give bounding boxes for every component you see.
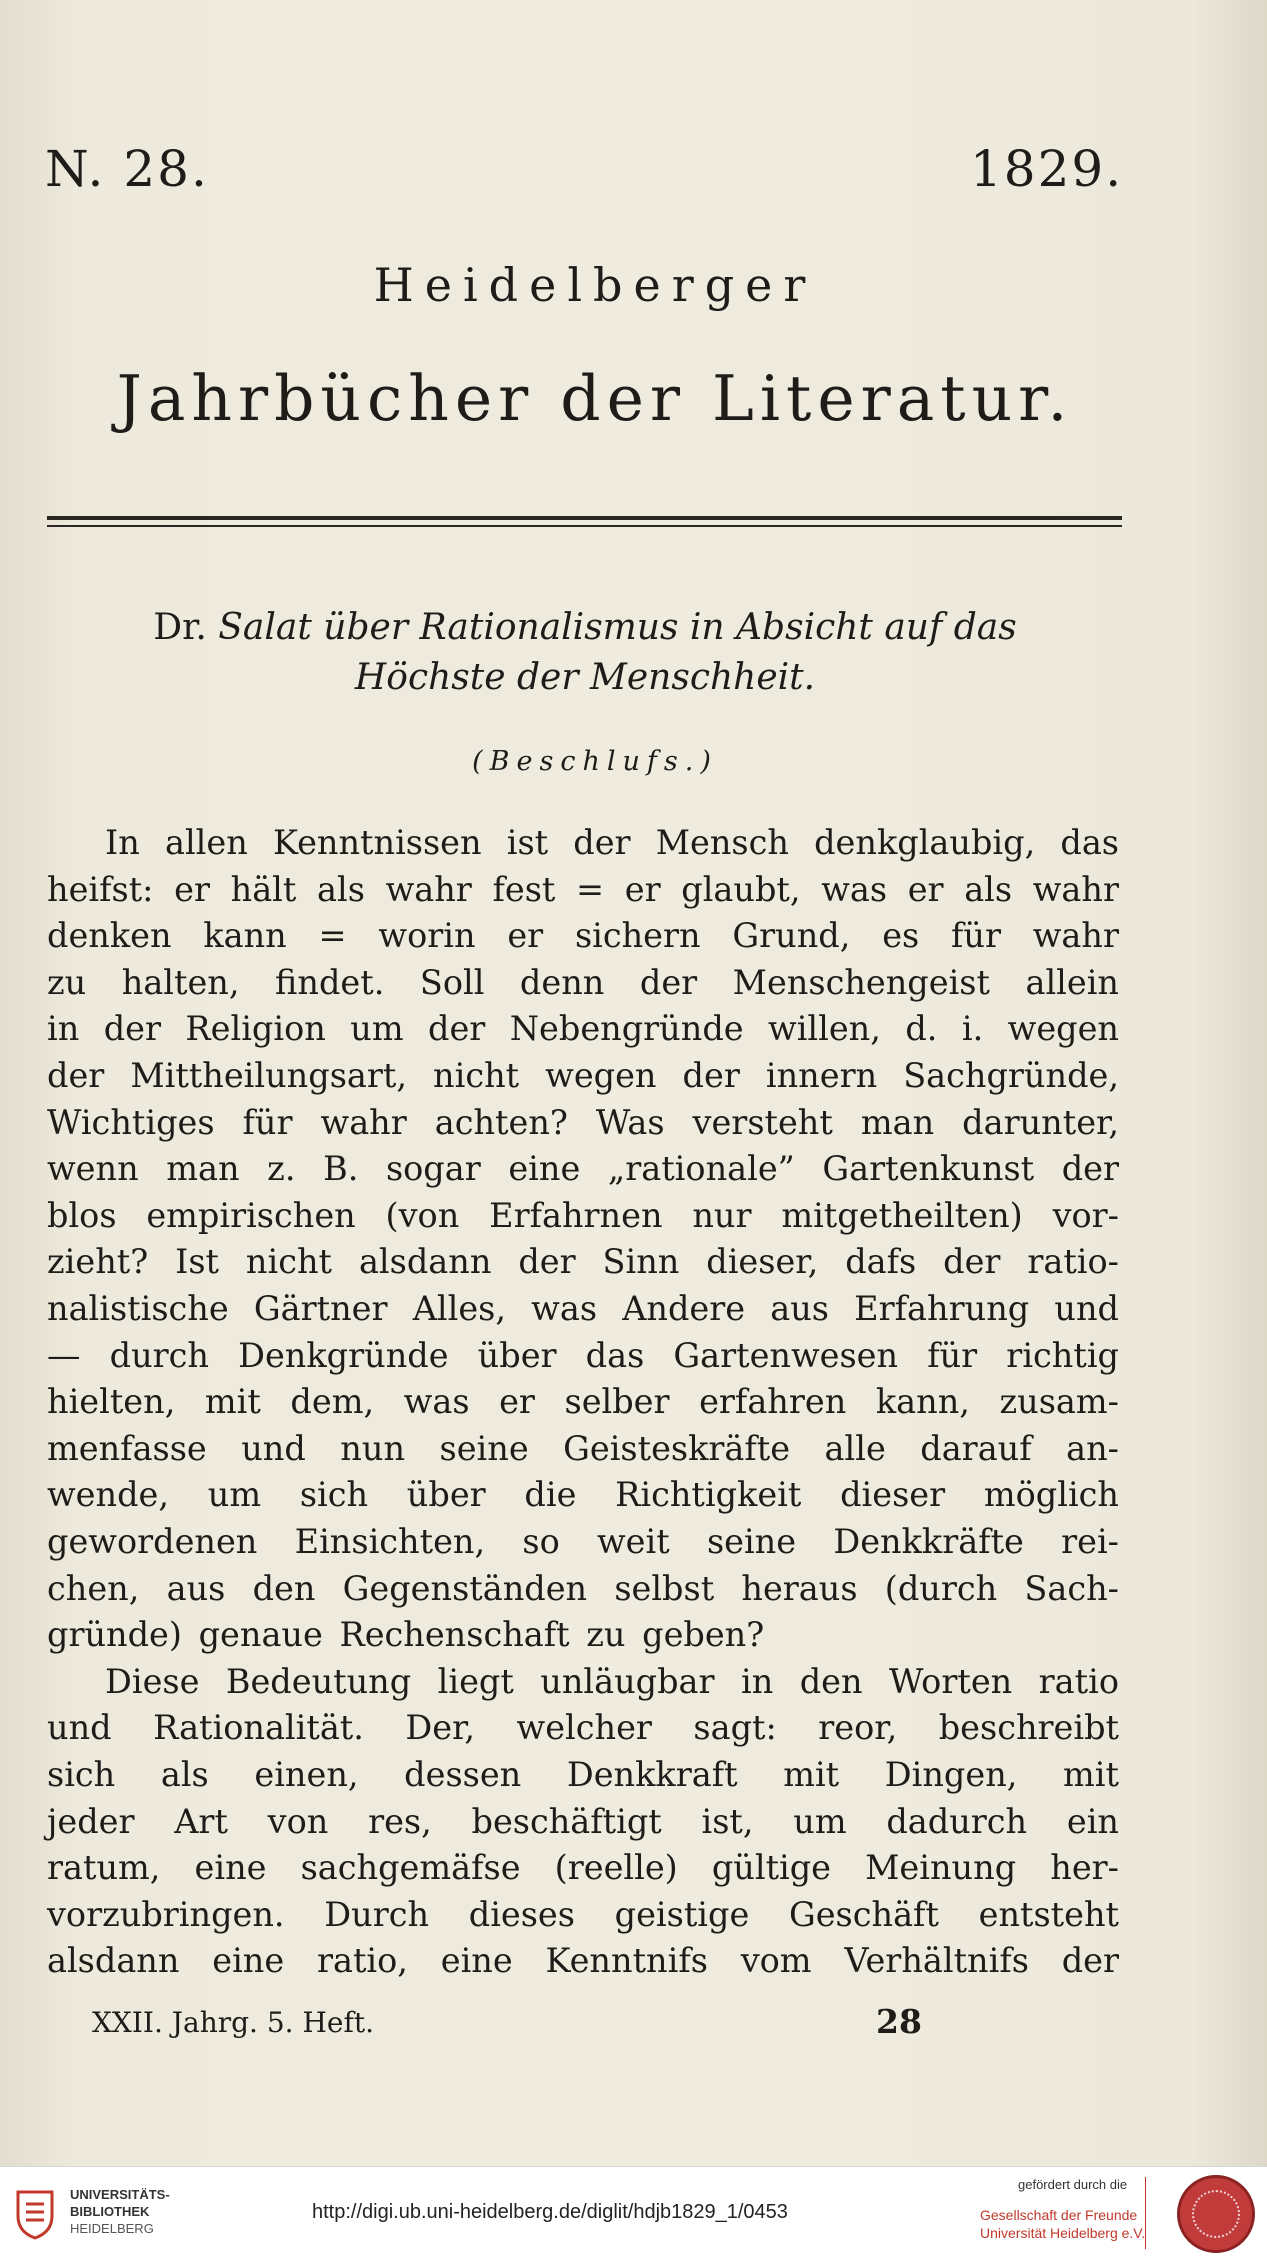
text-line: gewordenen Einsichten, so weit seine Denkkräfte rei- bbox=[47, 1522, 1119, 1561]
digitization-banner bbox=[0, 2166, 1267, 2259]
library-name-line1: UNIVERSITÄTS- bbox=[70, 2187, 170, 2202]
conclusion-marker: (Beschlufs.) bbox=[472, 746, 718, 777]
sponsor-name-line2: Universität Heidelberg e.V. bbox=[980, 2225, 1146, 2241]
double-rule-bottom bbox=[47, 525, 1122, 527]
journal-title-main: Jahrbücher der Literatur. bbox=[116, 362, 1074, 435]
text-line: wenn man z. B. sogar eine „rationale” Gartenkunst der bbox=[47, 1149, 1119, 1189]
text-line: In allen Kenntnissen ist der Mensch denkglaubig, das bbox=[105, 823, 1119, 862]
issue-year: 1829. bbox=[970, 140, 1124, 198]
text-line: zieht? Ist nicht alsdann der Sinn dieser, dafs der ratio- bbox=[47, 1242, 1119, 1282]
text-line: Wichtiges für wahr achten? Was versteht man darunter, bbox=[47, 1102, 1119, 1142]
library-name-line3: HEIDELBERG bbox=[70, 2221, 154, 2236]
text-line: heifst: er hält als wahr fest = er glaubt, was er als wahr bbox=[47, 869, 1119, 909]
text-line: vorzubringen. Durch dieses geistige Geschäft entsteht bbox=[47, 1894, 1119, 1934]
text-line: menfasse und nun seine Geisteskräfte alle darauf an- bbox=[47, 1428, 1119, 1468]
library-seal-icon bbox=[14, 2186, 56, 2240]
text-line: chen, aus den Gegenständen selbst heraus (durch Sach- bbox=[47, 1568, 1119, 1608]
text-line: jeder Art von res, beschäftigt ist, um dadurch ein bbox=[47, 1801, 1119, 1841]
text-line: in der Religion um der Nebengründe willen, d. i. wegen bbox=[47, 1009, 1119, 1049]
text-line: wende, um sich über die Richtigkeit dieser möglich bbox=[47, 1475, 1119, 1515]
text-line: denken kann = worin er sichern Grund, es für wahr bbox=[47, 916, 1119, 956]
library-name-line2: BIBLIOTHEK bbox=[70, 2204, 150, 2219]
text-line: nalistische Gärtner Alles, was Andere aus Erfahrung und bbox=[47, 1289, 1119, 1328]
page-url[interactable]: http://digi.ub.uni-heidelberg.de/diglit/hdjb1829_1/0453 bbox=[312, 2201, 788, 2223]
footer-volume: XXII. Jahrg. 5. Heft. bbox=[92, 2006, 374, 2039]
university-crest-icon bbox=[1177, 2175, 1255, 2253]
text-line: blos empirischen (von Erfahrnen nur mitgetheilten) vor- bbox=[47, 1195, 1119, 1235]
text-line: zu halten, findet. Soll denn der Menschengeist allein bbox=[47, 962, 1119, 1002]
article-title-text: Salat über Rationalismus in Absicht auf das bbox=[218, 607, 1017, 648]
footer-signature: 28 bbox=[876, 2002, 922, 2041]
sponsor-name-line1: Gesellschaft der Freunde bbox=[980, 2207, 1138, 2223]
article-title-line1 bbox=[0, 607, 1170, 648]
journal-title-top: Heidelberger bbox=[373, 258, 817, 312]
text-line: der Mittheilungsart, nicht wegen der innern Sachgründe, bbox=[47, 1056, 1119, 1095]
issue-number: N. 28. bbox=[45, 140, 209, 198]
text-line: ratum, eine sachgemäfse (reelle) gültige Meinung her- bbox=[47, 1848, 1119, 1888]
text-line: alsdann eine ratio, eine Kenntnifs vom Verhältnifs der bbox=[47, 1941, 1119, 1981]
text-line: Diese Bedeutung liegt unläugbar in den Worten ratio bbox=[105, 1661, 1119, 1701]
article-title-line2: Höchste der Menschheit. bbox=[354, 657, 816, 698]
text-line: und Rationalität. Der, welcher sagt: reor, beschreibt bbox=[47, 1708, 1119, 1748]
text-line: — durch Denkgründe über das Gartenwesen für richtig bbox=[47, 1335, 1119, 1375]
text-line: hielten, mit dem, was er selber erfahren kann, zusam- bbox=[47, 1382, 1119, 1422]
sponsor-intro: gefördert durch die bbox=[1018, 2177, 1128, 2192]
double-rule-top bbox=[47, 516, 1122, 520]
text-line: gründe) genaue Rechenschaft zu geben? bbox=[47, 1615, 765, 1655]
article-title-prefix: Dr. bbox=[153, 607, 207, 648]
text-line: sich als einen, dessen Denkkraft mit Dingen, mit bbox=[47, 1755, 1119, 1794]
